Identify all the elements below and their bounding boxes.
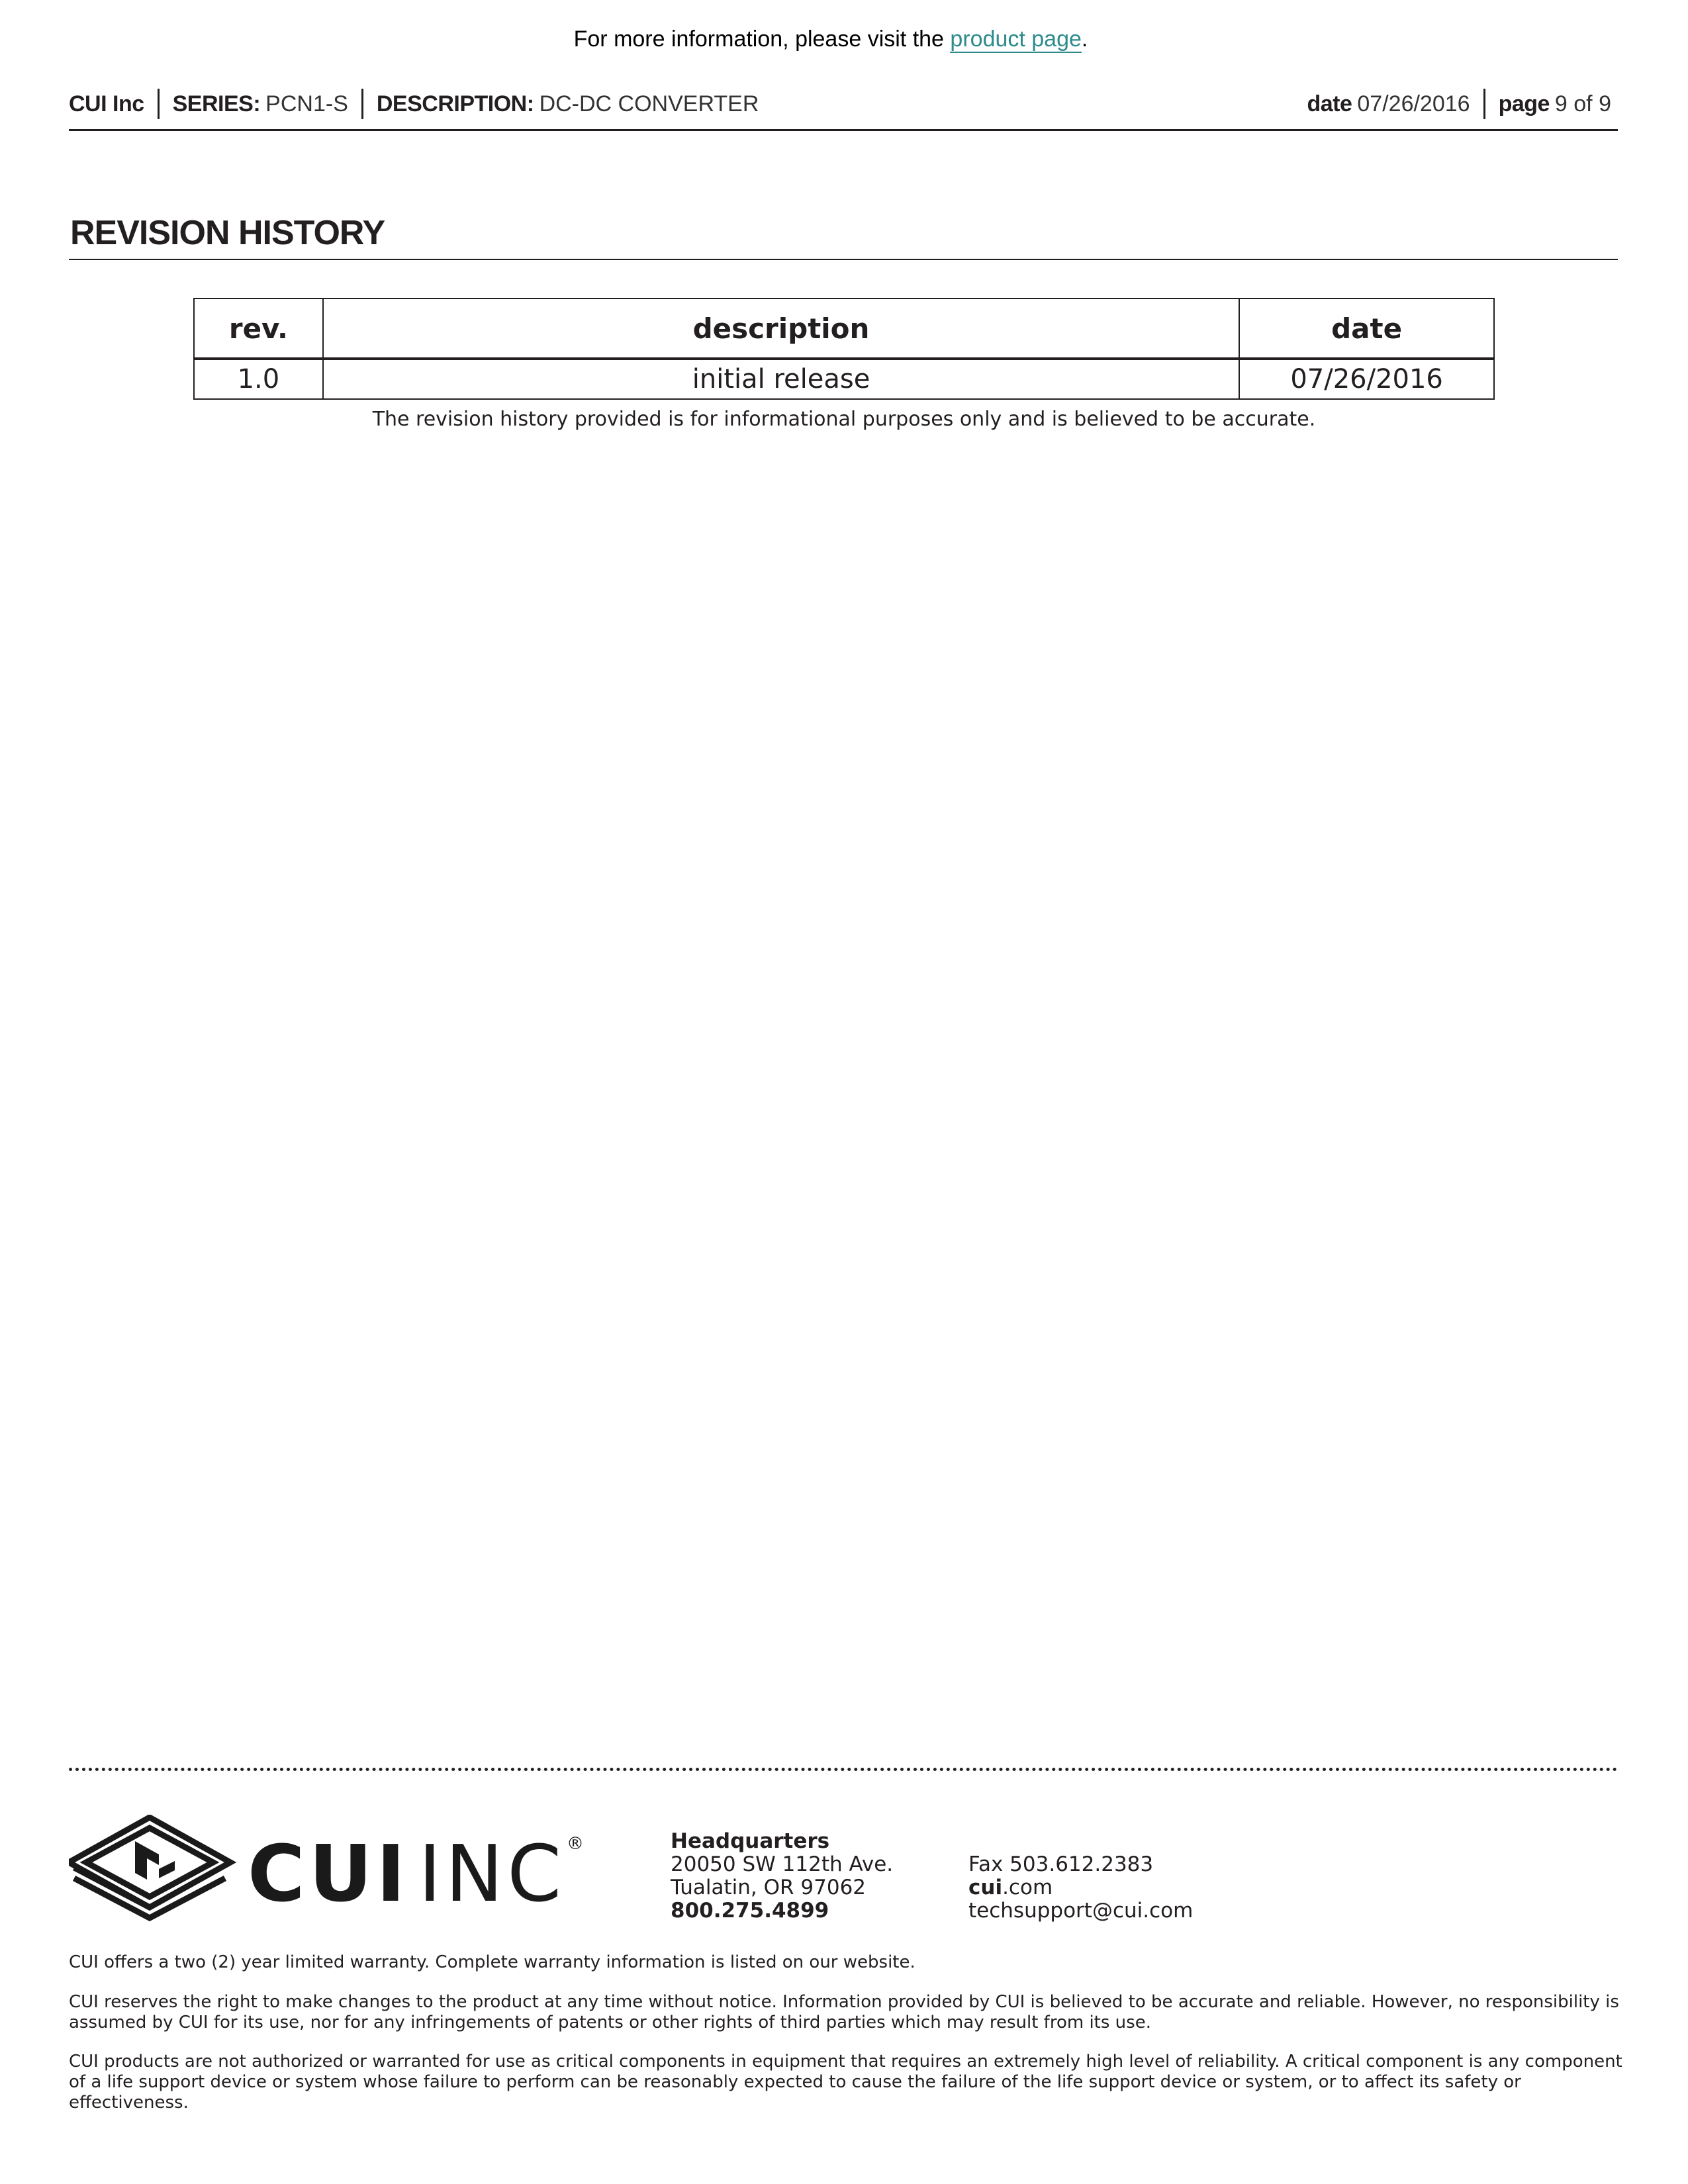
header-divider xyxy=(158,89,160,119)
column-header-rev: rev. xyxy=(194,298,323,359)
website-suffix: .com xyxy=(1002,1876,1053,1899)
revision-note: The revision history provided is for informational purposes only and is believed to be accurate. xyxy=(372,408,1316,431)
series-label: SERIES: xyxy=(172,91,261,116)
disclaimer-text: CUI reserves the right to make changes to the product at any time without notice. Information provided by CUI is believed to be accurate and reliable. However, no responsibility is assumed by CUI for its use, nor for any infringements of patents or other rights of third parties which may result from its use. xyxy=(69,1992,1619,2032)
hq-phone: 800.275.4899 xyxy=(671,1899,829,1923)
product-page-link[interactable]: product page xyxy=(950,26,1082,52)
support-email[interactable]: techsupport@cui.com xyxy=(968,1899,1194,1923)
cell-description: initial release xyxy=(323,359,1239,399)
warranty-text: CUI offers a two (2) year limited warranty. Complete warranty information is listed on our website. xyxy=(69,1952,915,1972)
svg-text:INC: INC xyxy=(418,1828,565,1919)
hq-title: Headquarters xyxy=(671,1829,830,1853)
hq-address-line2: Tualatin, OR 97062 xyxy=(671,1876,867,1899)
page-label: page xyxy=(1498,91,1550,116)
cell-date: 07/26/2016 xyxy=(1239,359,1494,399)
cui-logo-mark-icon xyxy=(69,1815,585,1927)
column-header-description: description xyxy=(323,298,1239,359)
notice-prefix: For more information, please visit the xyxy=(573,26,951,52)
website-link[interactable] xyxy=(968,1876,1193,1899)
svg-text:CUI: CUI xyxy=(248,1828,410,1919)
cell-rev: 1.0 xyxy=(194,359,323,399)
table-row xyxy=(194,359,1494,399)
hq-address-line1: 20050 SW 112th Ave. xyxy=(671,1852,894,1876)
footer-divider xyxy=(69,1768,1618,1771)
website-bold: cui xyxy=(968,1876,1003,1899)
description-value: DC-DC CONVERTER xyxy=(539,91,759,116)
date-value: 07/26/2016 xyxy=(1357,91,1470,116)
svg-text:®: ® xyxy=(567,1834,584,1854)
page-value: 9 of 9 xyxy=(1554,91,1611,116)
header-divider xyxy=(1483,89,1485,119)
headquarters-block xyxy=(671,1830,893,1923)
section-title: REVISION HISTORY xyxy=(70,214,385,252)
company-name: CUI Inc xyxy=(69,91,144,116)
description-label: DESCRIPTION: xyxy=(376,91,534,116)
notice-suffix: . xyxy=(1081,26,1088,52)
header-rule xyxy=(69,129,1618,131)
header-divider xyxy=(361,89,363,119)
cui-logo xyxy=(69,1815,585,1927)
date-label: date xyxy=(1307,91,1352,116)
table-header-row xyxy=(194,298,1494,359)
product-page-notice xyxy=(0,26,1662,52)
fax-number: Fax 503.612.2383 xyxy=(968,1852,1154,1876)
revision-table xyxy=(193,298,1495,400)
column-header-date: date xyxy=(1239,298,1494,359)
critical-use-text: CUI products are not authorized or warranted for use as critical components in equipment that requires an extremely high level of reliability. A critical component is any component of a life support device or system whose failure to perform can be reasonably expected to cause the failure of the life support device or system, or to affect its safety or effectiveness. xyxy=(69,2052,1622,2113)
series-value: PCN1-S xyxy=(265,91,348,116)
section-rule xyxy=(69,259,1618,260)
document-header xyxy=(69,85,1618,124)
contact-block xyxy=(968,1853,1193,1923)
